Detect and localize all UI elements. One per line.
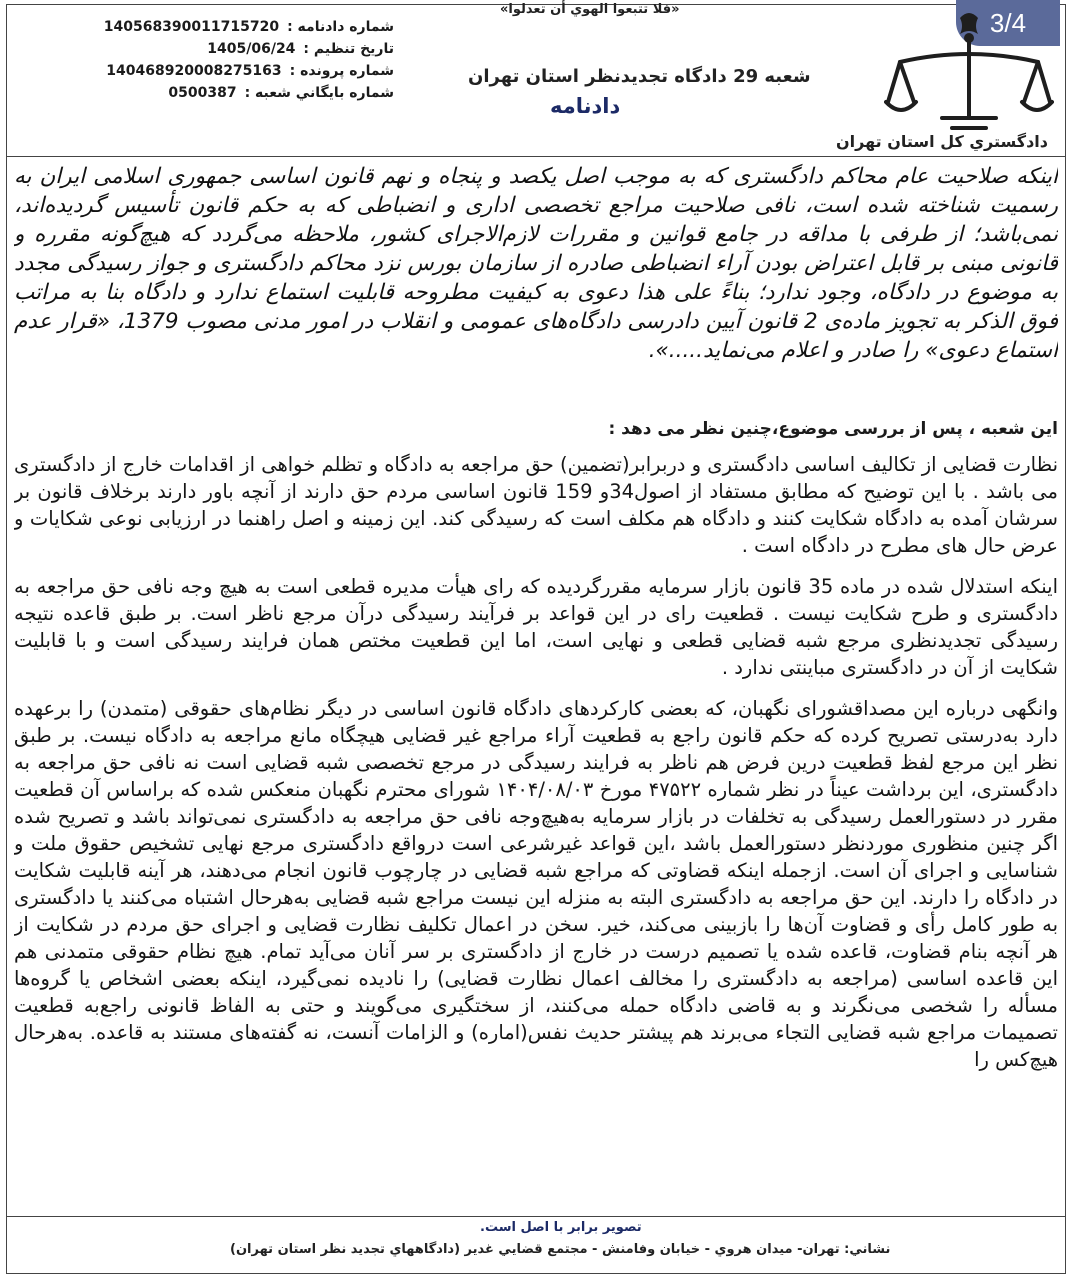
judiciary-emblem-icon <box>884 10 1054 138</box>
page-indicator: 3/4 <box>956 0 1060 46</box>
court-name: دادگستري كل استان تهران <box>835 132 1048 151</box>
verdict-number-label: شماره دادنامه : <box>287 19 394 35</box>
branch-name: شعبه 29 دادگاه تجديدنظر استان تهران <box>468 66 811 87</box>
body-paragraph-1: نظارت قضایی از تکالیف اساسی دادگستری و دربرابر(تضمین) حق مراجعه به دادگاه و تظلم خواهی از اقدامات خارج از دادگستری می باشد . با این توضیح که مطابق مستفاد از اصول34و 159 قانون اساسی مردم حق دارند از آنچه باور دارند برخلاف قانون بر سرشان آمده به دادگاه شکایت کنند و دادگاه هم مکلف است که رسیدگی کند. این زمینه و اصل راهنما در ارزیابی نوعی شکایات و عرض حال های مطرح در دادگاه است . <box>14 453 1058 557</box>
case-number-label: شماره پرونده : <box>289 63 394 79</box>
court-address: نشاني: تهران- ميدان هروي - خيابان وفامنش - مجتمع قضايي غدير (دادگاههاي تجديد نظر استان تهران) <box>230 1242 891 1257</box>
section-subheading: این شعبه ، پس از بررسی موضوع،چنین نظر می دهد : <box>608 419 1058 439</box>
certification-note: تصویر برابر با اصل است. <box>480 1220 642 1235</box>
verdict-body <box>14 162 1058 1218</box>
issue-date-row <box>14 38 394 60</box>
body-paragraph-3: وانگهی درباره این مصداقشورای نگهبان، که بعضی کارکردهای دادگاه قانون اساسی در دیگر نظام‌های حقوقی (متمدن) را برعهده دارد به‌درستی تصریح کرده که حکم قانون راجع به قطعیت آراء مراجع غیر قضایی هیچگاه مانع مراجعه به دادگاه نیست. بر طبق نظر این مرجع لفظ قطعیت درین فرض هم ناظر به فرایند رسیدگی در مرجع تخصصی شبه قضایی است نه نافی حق مراجعه به دادگستری، این برداشت عیناً در نظر شماره ۴۷۵۲۲ مورخ ۱۴۰۴/۰۸/۰۳ شورای محترم نگهبان منعکس شده که براساس آن قطعیت مقرر در دستورالعمل رسیدگی به تخلفات در بازار سرمایه به‌هیچ‌وجه نافی حق مراجعه به دادگستری نمی‌تواند باشد و تصریح شده اگر چنین منظوری موردنظر دستورالعمل باشد ،این قواعد غیرشرعی است درواقع دادگستری مرجع نهایی تشخیص حقوق ملت و شناسایی و اجرای آن است. ازجمله اینکه قضاوتی که مراجع شبه قضایی در چارچوب قانون انجام می‌دهند، هر آینه قابلیت شکایت در دادگاه را دارند. این حق مراجعه به دادگستری البته به منزله این نیست مراجع شبه قضایی به‌هرحال اشتباه می‌کنند یا دادگستری به طور کامل رأی و قضاوت آن‌ها را بازبینی می‌کند، خیر. سخن در اعمال تکلیف نظارت قضایی و اجرای حق مردم در شکایت از هر آنچه بنام قضاوت، قاعده شده یا تصمیم درست در خارج از دادگستری بر سر آنان می‌آید تمام. هیچ نظام حقوقی متمدنی هم این قاعده اساسی (مراجعه به دادگستری را مخالف اعمال نظارت قضایی) را نادیده نمی‌گیرد، اینکه بعضی اشخاص یا گروه‌ها مسأله را شخصی می‌نگرند و به قاضی دادگاه حمله می‌کنند، از سختگیری می‌گویند و حتی به الفاظ قانونی راجع‌به قطعیت تصمیمات مراجع شبه قضایی التجاء می‌برند هم پیشتر حدیث نفس(اماره) و الزامات آنست، نه گفته‌های مستند به قاعده. به‌هرحال هیچ‌کس را <box>14 697 1058 1071</box>
issue-date: 1405/06/24 <box>207 41 296 57</box>
archive-number-label: شماره بايگاني شعبه : <box>244 85 394 101</box>
issue-date-label: تاريخ تنظيم : <box>303 41 394 57</box>
case-number: 140468920008275163 <box>106 63 282 79</box>
intro-paragraph: اینکه صلاحیت عام محاکم دادگستری که به موجب اصل یکصد و پنجاه و نهم قانون اساسی جمهوری اسلامی ایران به رسمیت شناخته شده است، نافی صلاحیت مراجع تخصصی اداری و انضباطی که به حکم قانون تأسیس گردیده‌اند، نمی‌باشد؛ از طرفی با مداقه در جامع قوانین و مقررات لازم‌الاجرای کشور، ملاحظه می‌گردد که هیچ‌گونه مقرره و قانونی مبنی بر قابل اعتراض بودن آراء انضباطی صادره از سازمان بورس نزد محاکم دادگستری و جواز رسیدگی مجدد به موضوع در دادگاه، وجود ندارد؛ بناءً علی هذا دعوی به کیفیت مطروحه قابلیت استماع ندارد و دادگاه بنا به مراتب فوق الذکر به تجویز ماده‌ی 2 قانون آیین دادرسی دادگاه‌های عمومی و انقلاب در امور مدنی مصوب 1379، «قرار عدم استماع دعوی» را صادر و اعلام می‌نماید.....». <box>14 164 1058 363</box>
header-divider <box>6 156 1066 157</box>
footer-divider <box>6 1216 1066 1217</box>
archive-number: 0500387 <box>168 85 237 101</box>
verdict-number-row <box>14 16 394 38</box>
verdict-number: 140568390011715720 <box>103 19 280 35</box>
motto: «فلا تتبعوا الهوي أن تعدلوا» <box>500 2 680 17</box>
document-title: دادنامه <box>550 94 621 118</box>
archive-number-row <box>14 82 394 104</box>
case-number-row <box>14 60 394 82</box>
case-metadata <box>14 16 394 104</box>
body-paragraph-2: اینکه استدلال شده در ماده 35 قانون بازار سرمایه مقررگردیده که رای هیأت مدیره قطعی است به هیچ وجه نافی حق مراجعه به دادگستری و طرح شکایت نیست . قطعیت رای در این قواعد بر فرآیند رسیدگی درآن مرجع ناظر است. بر طبق قاعده نتیجه رسیدگی تجدیدنظری مرجع شبه قضایی قطعی و نهایی است، اما این قطعیت مختص همان فرایند رسیدگی است و با قابلیت شکایت از آن در دادگستری مباینتی ندارد . <box>14 575 1058 679</box>
